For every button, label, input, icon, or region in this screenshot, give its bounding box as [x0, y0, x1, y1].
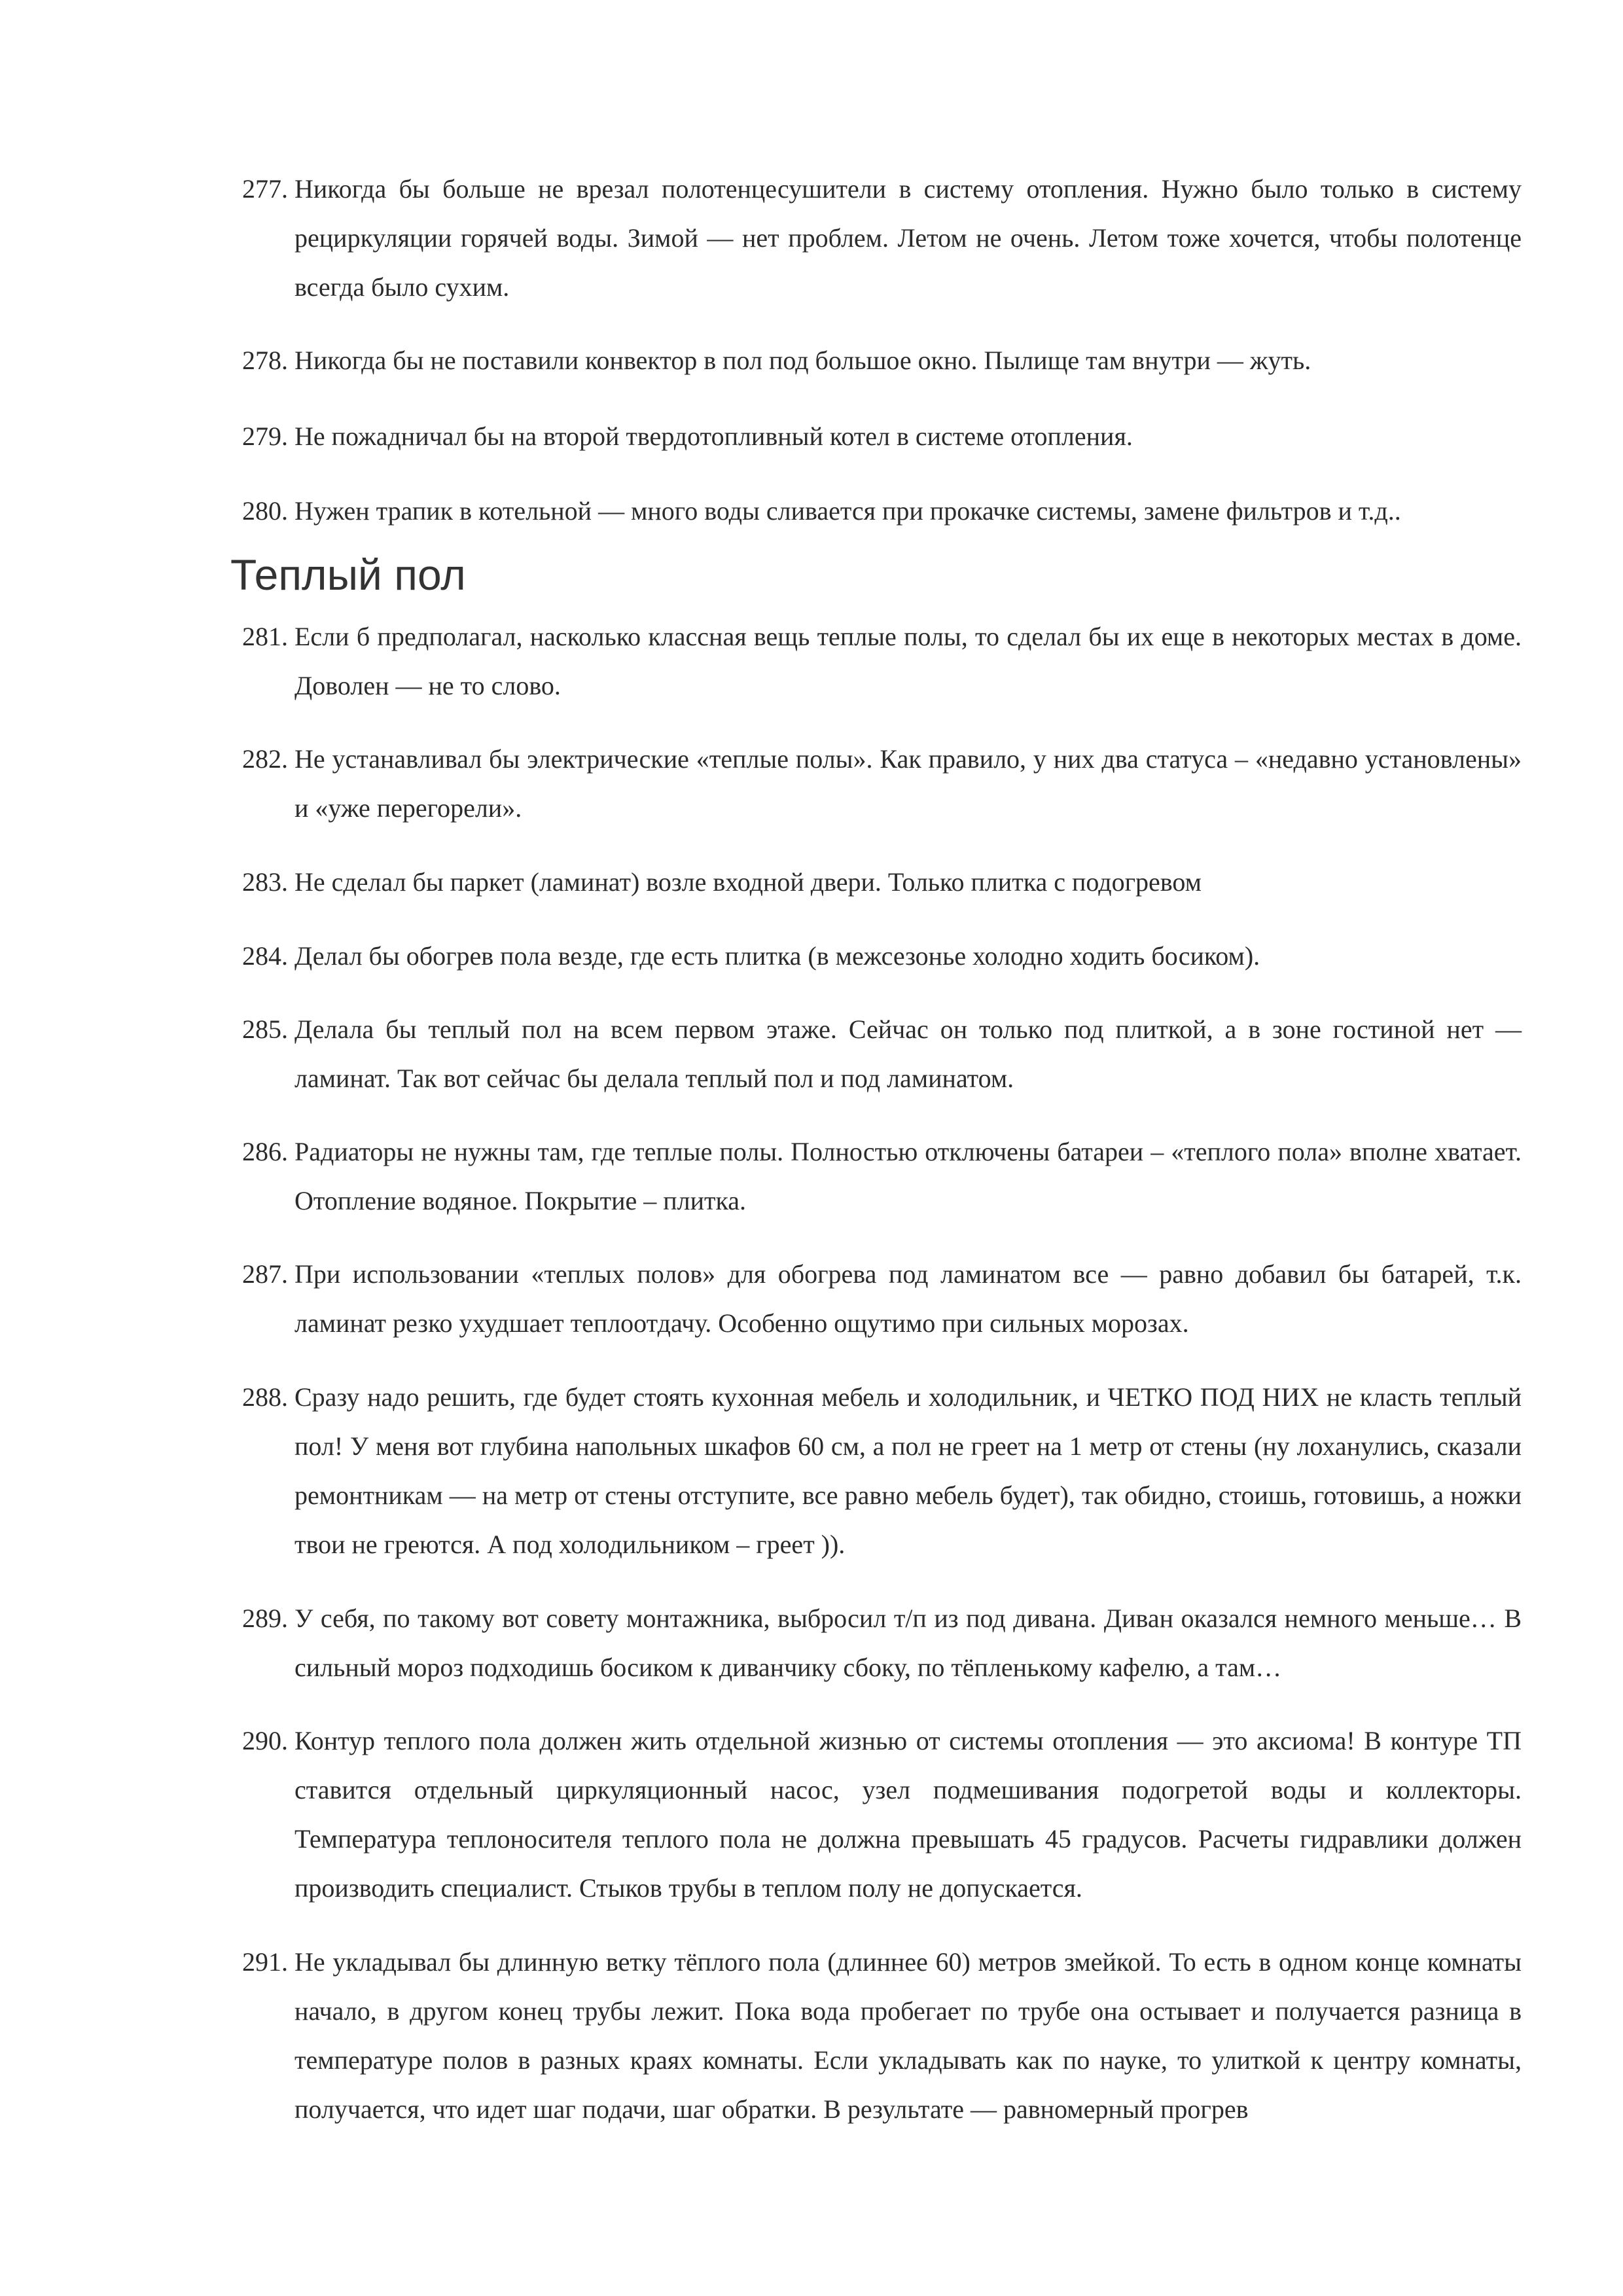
item-text: Не устанавливал бы электрические «теплые полы». Как правило, у них два статуса – «недавно установлены» и «уже перегорели».	[294, 744, 1522, 823]
item-text: Не сделал бы паркет (ламинат) возле входной двери. Только плитка с подогревом	[294, 867, 1202, 897]
list-item	[242, 612, 1522, 710]
list-item	[242, 164, 1522, 312]
item-number: 282.	[242, 744, 288, 774]
item-number: 287.	[242, 1259, 288, 1289]
item-number: 279.	[242, 422, 288, 451]
item-number: 286.	[242, 1137, 288, 1166]
item-number: 284.	[242, 941, 288, 971]
list-item	[242, 486, 1522, 535]
section-heading: Теплый пол	[230, 550, 466, 599]
item-number: 289.	[242, 1604, 288, 1633]
item-number: 281.	[242, 622, 288, 651]
list-item	[242, 1372, 1522, 1569]
item-number: 277.	[242, 174, 288, 204]
item-text: Контур теплого пола должен жить отдельной жизнью от системы отопления — это аксиома! В контуре ТП ставится отдельный циркуляционный насос, узел подмешивания подогретой воды и коллекторы. Температура теплоносителя теплого пола не должна превышать 45 градусов. Расчеты гидравлики должен производить специалист. Стыков трубы в теплом полу не допускается.	[294, 1726, 1522, 1903]
item-number: 291.	[242, 1947, 288, 1977]
list-item	[242, 1937, 1522, 2134]
item-text: Никогда бы не поставили конвектор в пол под большое окно. Пылище там внутри — жуть.	[294, 346, 1311, 375]
item-text: Если б предполагал, насколько классная вещь теплые полы, то сделал бы их еще в некоторых местах в доме. Доволен — не то слово.	[294, 622, 1522, 700]
list-item	[242, 1594, 1522, 1692]
item-number: 288.	[242, 1382, 288, 1412]
item-text: Сразу надо решить, где будет стоять кухонная мебель и холодильник, и ЧЕТКО ПОД НИХ не класть теплый пол! У меня вот глубина напольных шкафов 60 см, а пол не греет на 1 метр от стены (ну лоханулись, сказали ремонтникам — на метр от стены отступите, все равно мебель будет), так обидно, стоишь, готовишь, а ножки твои не греются. А под холодильником – греет )).	[294, 1382, 1522, 1559]
item-number: 280.	[242, 496, 288, 526]
item-text: Не укладывал бы длинную ветку тёплого пола (длиннее 60) метров змейкой. То есть в одном конце комнаты начало, в другом конец трубы лежит. Пока вода пробегает по трубе она остывает и получается разница в температуре полов в разных краях комнаты. Если укладывать как по науке, то улиткой к центру комнаты, получается, что идет шаг подачи, шаг обратки. В результате — равномерный прогрев	[294, 1947, 1522, 2124]
list-item	[242, 1716, 1522, 1912]
list-item	[242, 1249, 1522, 1348]
item-number: 283.	[242, 867, 288, 897]
item-text: При использовании «теплых полов» для обогрева под ламинатом все — равно добавил бы батарей, т.к. ламинат резко ухудшает теплоотдачу. Особенно ощутимо при сильных морозах.	[294, 1259, 1522, 1338]
item-text: Нужен трапик в котельной — много воды сливается при прокачке системы, замене фильтров и т.д..	[294, 496, 1401, 526]
list-item	[242, 931, 1522, 980]
item-number: 285.	[242, 1014, 288, 1044]
item-text: Делал бы обогрев пола везде, где есть плитка (в межсезонье холодно ходить босиком).	[294, 941, 1260, 971]
item-text: Делала бы теплый пол на всем первом этаже. Сейчас он только под плиткой, а в зоне гостиной нет — ламинат. Так вот сейчас бы делала теплый пол и под ламинатом.	[294, 1014, 1522, 1093]
list-item	[242, 734, 1522, 833]
item-number: 278.	[242, 346, 288, 375]
item-text: У себя, по такому вот совету монтажника, выбросил т/п из под дивана. Диван оказался немного меньше… В сильный мороз подходишь босиком к диванчику сбоку, по тёпленькому кафелю, а там…	[294, 1604, 1522, 1682]
list-item	[242, 1005, 1522, 1103]
list-item	[242, 336, 1522, 385]
list-item	[242, 412, 1522, 461]
list-item	[242, 857, 1522, 906]
list-item	[242, 1127, 1522, 1225]
item-text: Никогда бы больше не врезал полотенцесушители в систему отопления. Нужно было только в систему рециркуляции горячей воды. Зимой — нет проблем. Летом не очень. Летом тоже хочется, чтобы полотенце всегда было сухим.	[294, 174, 1522, 302]
item-text: Не пожадничал бы на второй твердотопливный котел в системе отопления.	[294, 422, 1133, 451]
item-text: Радиаторы не нужны там, где теплые полы. Полностью отключены батареи – «теплого пола» вполне хватает. Отопление водяное. Покрытие – плитка.	[294, 1137, 1522, 1215]
item-number: 290.	[242, 1726, 288, 1755]
